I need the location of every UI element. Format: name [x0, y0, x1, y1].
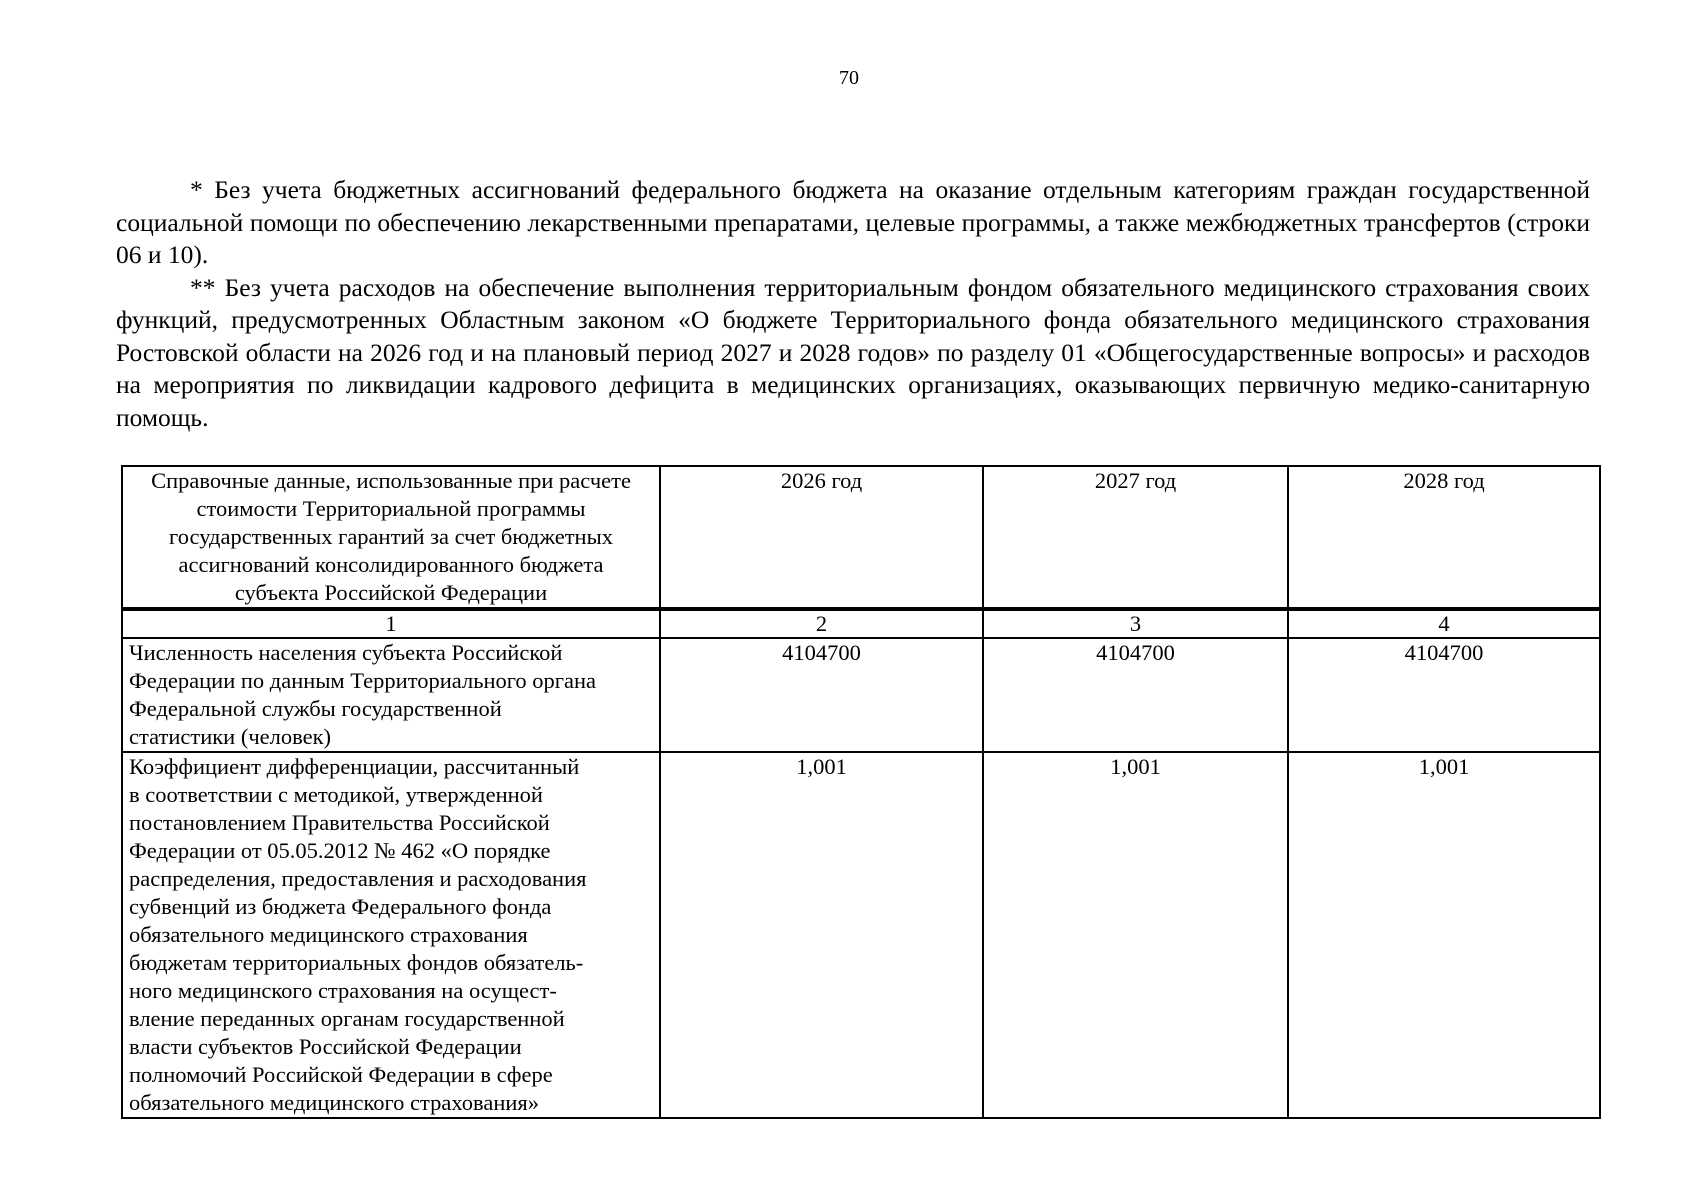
- population-2027-value: 4104700: [983, 638, 1288, 752]
- row-label-population: Численность населения субъекта Российской Федерации по данным Территориального органа Федеральной службы государственной статистики (человек): [122, 638, 660, 752]
- reference-data-table: [121, 465, 1601, 1119]
- column-number-4: 4: [1288, 609, 1600, 638]
- footnote-single-asterisk: * Без учета бюджетных ассигнований федерального бюджета на оказание отдельным категориям граждан государственной социальной помощи по обеспечению лекарственными препаратами, целевые программы, а также межбюджетных трансфертов (строки 06 и 10).: [116, 175, 1590, 269]
- coefficient-2028-value: 1,001: [1288, 752, 1600, 1118]
- column-numbers-row: [122, 609, 1600, 638]
- table-row: [122, 638, 1600, 752]
- header-label-cell: Справочные данные, использованные при расчете стоимости Территориальной программы государственных гарантий за счет бюджетных ассигнований консолидированного бюджета субъекта Российской Федерации: [122, 466, 660, 609]
- column-number-3: 3: [983, 609, 1288, 638]
- column-number-2: 2: [660, 609, 983, 638]
- page-number: 70: [839, 67, 859, 89]
- header-year-2028: 2028 год: [1288, 466, 1600, 609]
- footnote-double-asterisk: ** Без учета расходов на обеспечение выполнения территориальным фондом обязательного медицинского страхования своих функций, предусмотренных Областным законом «О бюджете Территориального фонда обязательного медицинского страхования Ростовской области на 2026 год и на плановый период 2027 и 2028 годов» по разделу 01 «Общегосударственные вопросы» и расходов на мероприятия по ликвидации кадрового дефицита в медицинских организациях, оказывающих первичную медико-санитарную помощь.: [116, 272, 1590, 432]
- row-label-coefficient: Коэффициент дифференциации, рассчитанный в соответствии с методикой, утвержденной постановлением Правительства Российской Федерации от 05.05.2012 № 462 «О порядке распределения, предоставления и расходования субвенций из бюджета Федерального фонда обязательного медицинского страхования бюджетам территориальных фондов обязатель- ного медицинского страхования на осущест- вление переданных органам государственной власти субъектов Российской Федерации полномочий Российской Федерации в сфере обязательного медицинского страхования»: [122, 752, 660, 1118]
- coefficient-2026-value: 1,001: [660, 752, 983, 1118]
- population-2028-value: 4104700: [1288, 638, 1600, 752]
- column-number-1: 1: [122, 609, 660, 638]
- coefficient-2027-value: 1,001: [983, 752, 1288, 1118]
- header-year-2026: 2026 год: [660, 466, 983, 609]
- header-year-2027: 2027 год: [983, 466, 1288, 609]
- population-2026-value: 4104700: [660, 638, 983, 752]
- footnotes: [116, 174, 1590, 434]
- table-row: [122, 752, 1600, 1118]
- table-header-row: [122, 466, 1600, 609]
